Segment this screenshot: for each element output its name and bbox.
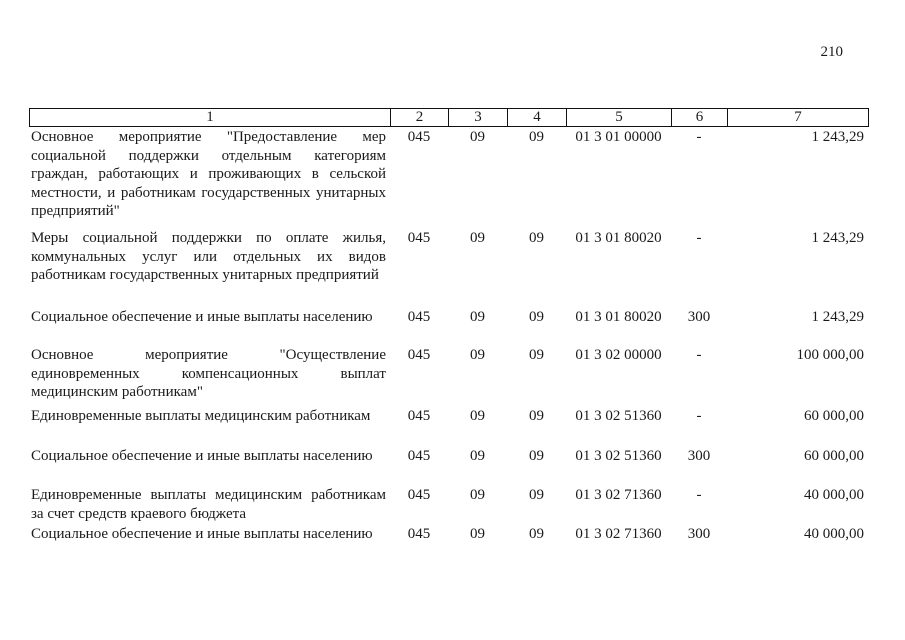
description-line: Единовременные выплаты медицинским работникам	[31, 408, 371, 424]
cell-subsection: 09	[529, 129, 544, 145]
description-line: предприятий"	[31, 203, 120, 219]
cell-expense-type: -	[696, 129, 702, 145]
cell-description	[30, 346, 390, 402]
cell-subsection: 09	[529, 408, 544, 424]
header-col-5: 5	[566, 109, 671, 126]
description-line: медицинским работникам"	[31, 384, 203, 400]
cell-target-item: 01 3 01 00000	[575, 129, 662, 145]
cell-amount: 60 000,00	[804, 408, 864, 424]
cell-description	[30, 128, 390, 221]
description-line: граждан, работающих и проживающих в сельской	[31, 166, 386, 182]
description-line: Единовременные выплаты медицинским работникам	[31, 487, 386, 503]
table-row	[30, 447, 868, 466]
cell-amount: 1 243,29	[811, 129, 864, 145]
cell-amount: 1 243,29	[811, 309, 864, 325]
cell-subsection: 09	[529, 309, 544, 325]
cell-amount: 1 243,29	[811, 230, 864, 246]
cell-section: 09	[470, 347, 485, 363]
cell-section: 09	[470, 230, 485, 246]
cell-subsection: 09	[529, 347, 544, 363]
cell-expense-type: -	[696, 487, 702, 503]
header-col-2: 2	[390, 109, 448, 126]
table-header	[29, 108, 869, 127]
cell-description	[30, 525, 390, 544]
cell-subsection: 09	[529, 526, 544, 542]
cell-subsection: 09	[529, 487, 544, 503]
cell-description	[30, 407, 390, 426]
cell-expense-type: -	[696, 408, 702, 424]
cell-section: 09	[470, 448, 485, 464]
cell-expense-type: -	[696, 230, 702, 246]
cell-amount: 100 000,00	[796, 347, 864, 363]
description-line: местности, и работникам государственных унитарных	[31, 184, 386, 201]
description-line: Социальное обеспечение и иные выплаты населению	[31, 448, 373, 464]
cell-section: 09	[470, 487, 485, 503]
description-line: Социальное обеспечение и иные выплаты населению	[31, 309, 373, 325]
cell-target-item: 01 3 02 00000	[575, 347, 662, 363]
cell-description	[30, 229, 390, 285]
cell-description	[30, 486, 390, 523]
description-line: коммунальных услуг или отдельных их видов	[31, 248, 386, 265]
header-col-6: 6	[671, 109, 727, 126]
table-row	[30, 346, 868, 402]
cell-subsection: 09	[529, 448, 544, 464]
description-line: социальной поддержки отдельным категориям	[31, 147, 386, 164]
cell-expense-type: 300	[687, 448, 711, 464]
cell-section: 09	[470, 526, 485, 542]
table-row	[30, 229, 868, 285]
header-col-1: 1	[206, 109, 214, 125]
header-col-7: 7	[727, 109, 868, 126]
cell-agency-code: 045	[407, 230, 431, 246]
cell-agency-code: 045	[407, 129, 431, 145]
page-number: 210	[820, 44, 843, 60]
cell-expense-type: 300	[687, 526, 711, 542]
cell-target-item: 01 3 01 80020	[575, 309, 662, 325]
cell-agency-code: 045	[407, 487, 431, 503]
cell-subsection: 09	[529, 230, 544, 246]
cell-description	[30, 447, 390, 466]
table-row	[30, 128, 868, 221]
cell-description	[30, 308, 390, 327]
table-row	[30, 308, 868, 327]
description-line: Меры социальной поддержки по оплате жилья,	[31, 230, 386, 246]
cell-target-item: 01 3 02 51360	[575, 448, 662, 464]
cell-agency-code: 045	[407, 526, 431, 542]
description-line: единовременных компенсационных выплат	[31, 365, 386, 382]
cell-agency-code: 045	[407, 309, 431, 325]
table-row	[30, 525, 868, 544]
description-line: Социальное обеспечение и иные выплаты населению	[31, 526, 373, 542]
cell-section: 09	[470, 129, 485, 145]
table-row	[30, 486, 868, 523]
cell-target-item: 01 3 02 71360	[575, 487, 662, 503]
header-col-4: 4	[507, 109, 566, 126]
cell-amount: 40 000,00	[804, 526, 864, 542]
description-line: работникам государственных унитарных предприятий	[31, 267, 379, 283]
table-row	[30, 407, 868, 426]
cell-agency-code: 045	[407, 448, 431, 464]
cell-target-item: 01 3 02 51360	[575, 408, 662, 424]
cell-agency-code: 045	[407, 408, 431, 424]
cell-target-item: 01 3 01 80020	[575, 230, 662, 246]
cell-expense-type: -	[696, 347, 702, 363]
cell-amount: 60 000,00	[804, 448, 864, 464]
cell-target-item: 01 3 02 71360	[575, 526, 662, 542]
cell-expense-type: 300	[687, 309, 711, 325]
description-line: за счет средств краевого бюджета	[31, 505, 247, 522]
cell-section: 09	[470, 309, 485, 325]
cell-agency-code: 045	[407, 347, 431, 363]
description-line: Основное мероприятие "Предоставление мер	[31, 129, 386, 145]
description-line: Основное мероприятие "Осуществление	[31, 347, 386, 363]
header-col-3: 3	[448, 109, 507, 126]
cell-section: 09	[470, 408, 485, 424]
cell-amount: 40 000,00	[804, 487, 864, 503]
